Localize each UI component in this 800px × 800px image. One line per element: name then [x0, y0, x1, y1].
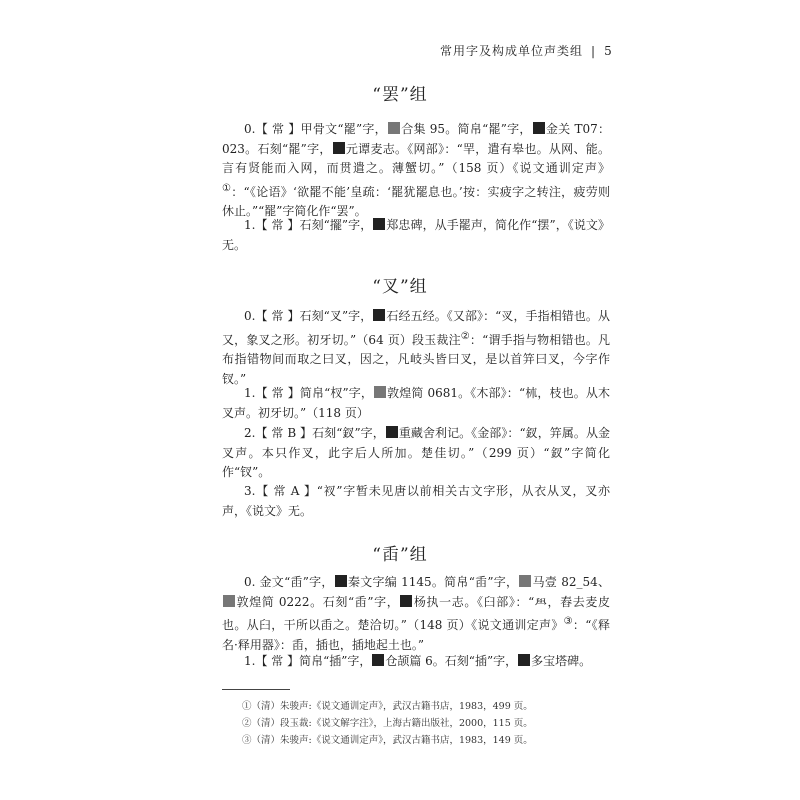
entry-cha-3	[222, 482, 610, 521]
bronze-inscription-glyph-image	[335, 575, 347, 587]
bamboo-slip-glyph-image	[223, 595, 235, 607]
entry-text: 马壹 82_54、	[532, 575, 611, 589]
running-title: 常用字及构成单位声类组	[440, 44, 584, 58]
entry-text: 0.【 常 】甲骨文“罷”字，	[244, 122, 387, 136]
entry-text: 1.【 常 】石刻“擺”字，	[244, 218, 373, 232]
oracle-bone-glyph-image	[388, 122, 400, 134]
entry-text: 重藏舍利记。《金部》：“釵，笄属。从金叉声。本只作叉，此字后人所加。楚佳切。”（299 页）“釵”字简化作“钗”。	[222, 426, 610, 479]
entry-text: ：“谓手指与物相错也。凡布指错物间而取之曰叉，因之，凡岐头皆曰叉，是以首笄曰叉，今字作钗。”	[222, 332, 611, 386]
footnote-2: ②（清）段玉裁:《说文解字注》，上海古籍出版社，2000，115 页。	[242, 718, 533, 729]
entry-text: 0. 金文“臿”字，	[244, 575, 334, 589]
entry-text: 1.【 常 】简帛“插”字，	[244, 654, 372, 668]
entry-ba-1	[222, 216, 610, 255]
bamboo-slip-glyph-image	[519, 575, 531, 587]
entry-text: 3.【 常 A 】“衩”字暂未见唐以前相关古文字形，从衣从叉，叉亦声，《说文》无。	[222, 484, 610, 518]
page-number: 5	[604, 44, 613, 58]
entry-text: 仓颉篇 6。石刻“插”字，	[385, 654, 518, 668]
footnote-ref-1: ①	[222, 182, 232, 194]
entry-cha2-0	[222, 573, 610, 655]
footnote-3: ③（清）朱骏声:《说文通训定声》，武汉古籍书店，1983，149 页。	[242, 735, 533, 746]
section-title-ba: “罢”组	[372, 85, 428, 105]
entry-text: 杨执一志。《臼部》：“𦥯，舂去麦皮也。从臼，干所以臿之。楚洽切。”（148 页）《说文通训定声》	[222, 594, 610, 632]
entry-text: 金关 T07：023。石刻“罷”字，	[222, 122, 610, 156]
stone-inscription-glyph-image	[333, 142, 345, 154]
entry-text: 1.【 常 】简帛“杈”字，	[244, 386, 374, 400]
entry-cha-1	[222, 384, 610, 423]
stone-inscription-glyph-image	[373, 309, 385, 321]
footnote-ref-2: ②	[460, 330, 470, 342]
entry-cha-2	[222, 424, 610, 483]
entry-text: 2.【 常 B 】石刻“釵”字，	[244, 426, 385, 440]
stone-inscription-glyph-image	[373, 218, 385, 230]
bamboo-slip-glyph-image	[533, 122, 545, 134]
entry-text: 多宝塔碑。	[531, 654, 592, 668]
entry-cha2-1	[222, 652, 610, 672]
entry-ba-0	[222, 120, 610, 222]
entry-cha-0	[222, 307, 610, 389]
footnote-ref-3: ③	[563, 616, 573, 627]
entry-text: 0.【 常 】石刻“叉”字，	[244, 309, 373, 323]
entry-text: ：“《论语》‘欲罷不能’皇疏：‘罷犹罷息也。’按：实疲字之转注，疲劳则休止。”“罷”字简化作“罢”。	[222, 184, 610, 218]
bamboo-slip-glyph-image	[372, 654, 384, 666]
section-title-cha2: “臿”组	[372, 545, 428, 565]
entry-text: 石经五经。《又部》：“㕚，手指相错也。从又，象叉之形。初牙切。”（64 页）段玉裁注	[222, 309, 610, 347]
entry-text: 敦煌简 0222。石刻“臿”字，	[236, 594, 400, 609]
footnote-1: ①（清）朱骏声:《说文通训定声》，武汉古籍书店，1983，499 页。	[242, 701, 533, 712]
entry-text: 敦煌简 0681。《木部》：“𣏕，枝也。从木叉声。初牙切。”（118 页）	[222, 386, 610, 420]
entry-text: 秦文字编 1145。简帛“臿”字，	[347, 575, 519, 589]
entry-text: 元谭麦志。《网部》：“䍐，遣有皋也。从网、能。言有贤能而入网，而贯遣之。薄蟹切。”（158 页）《说文通训定声》	[222, 141, 610, 175]
entry-text: 郑忠碑，从手罷声，简化作“摆”，《说文》无。	[222, 218, 610, 252]
entry-text: ：“《释名·释用器》：臿，插也，插地起土也。”	[222, 618, 610, 652]
header-separator: |	[591, 44, 597, 58]
running-header	[440, 42, 630, 59]
footnote-rule	[222, 689, 290, 690]
section-title-cha: “叉”组	[372, 277, 428, 297]
entry-text: 合集 95。简帛“罷”字，	[400, 122, 532, 136]
stone-inscription-glyph-image	[386, 426, 398, 438]
bamboo-slip-glyph-image	[374, 386, 386, 398]
stone-inscription-glyph-image	[400, 595, 412, 607]
stone-inscription-glyph-image	[518, 654, 530, 666]
